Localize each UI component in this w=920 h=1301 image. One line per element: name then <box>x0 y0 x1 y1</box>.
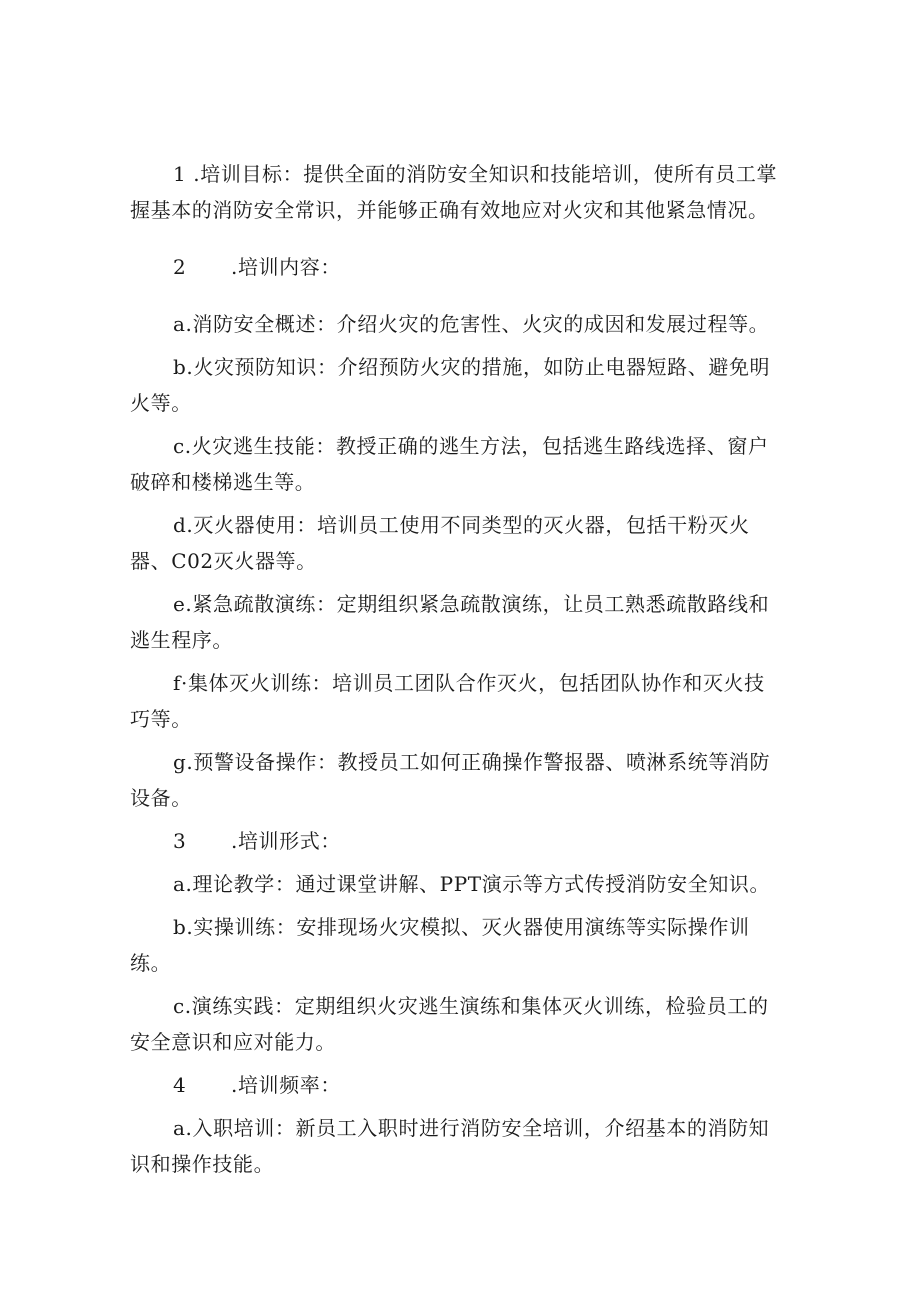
section-1-paragraph <box>130 156 785 228</box>
section-1-number: 1 <box>173 162 187 186</box>
list-item: a.消防安全概述：介绍火灾的危害性、火灾的成因和发展过程等。 <box>173 312 770 336</box>
section-3-number: 3 <box>173 829 187 853</box>
section-3-heading <box>130 823 785 859</box>
section-2-title: .培训内容： <box>231 255 341 279</box>
section-1-text: .培训目标：提供全面的消防安全知识和技能培训，使所有员工掌握基本的消防安全常识，并能够正确有效地应对火灾和其他紧急情况。 <box>130 162 778 222</box>
list-item: a.理论教学：通过课堂讲解、PPT演示等方式传授消防安全知识。 <box>173 872 771 896</box>
section-2-number: 2 <box>173 255 187 279</box>
section-2-heading <box>130 249 785 285</box>
list-item: c.演练实践：定期组织火灾逃生演练和集体灭火训练，检验员工的安全意识和应对能力。 <box>130 994 769 1054</box>
list-item: b.实操训练：安排现场火灾模拟、灭火器使用演练等实际操作训练。 <box>130 915 750 975</box>
list-item: f·集体灭火训练：培训员工团队合作灭火，包括团队协作和灭火技巧等。 <box>130 671 765 731</box>
list-item: b.火灾预防知识：介绍预防火灾的措施，如防止电器短路、避免明火等。 <box>130 355 771 415</box>
list-item: c.火灾逃生技能：教授正确的逃生方法，包括逃生路线选择、窗户破碎和楼梯逃生等。 <box>130 434 769 494</box>
list-item: e.紧急疏散演练：定期组织紧急疏散演练，让员工熟悉疏散路线和逃生程序。 <box>130 592 770 652</box>
list-item: d.灭火器使用：培训员工使用不同类型的灭火器，包括干粉灭火器、C02灭火器等。 <box>130 513 750 573</box>
document-body <box>130 156 785 1182</box>
list-item: g.预警设备操作：教授员工如何正确操作警报器、喷淋系统等消防设备。 <box>130 750 771 810</box>
section-4-title: .培训频率： <box>231 1073 341 1097</box>
section-4-heading <box>130 1067 785 1103</box>
section-4-number: 4 <box>173 1073 187 1097</box>
section-3-title: .培训形式： <box>231 829 341 853</box>
list-item: a.入职培训：新员工入职时进行消防安全培训，介绍基本的消防知识和操作技能。 <box>130 1116 770 1176</box>
